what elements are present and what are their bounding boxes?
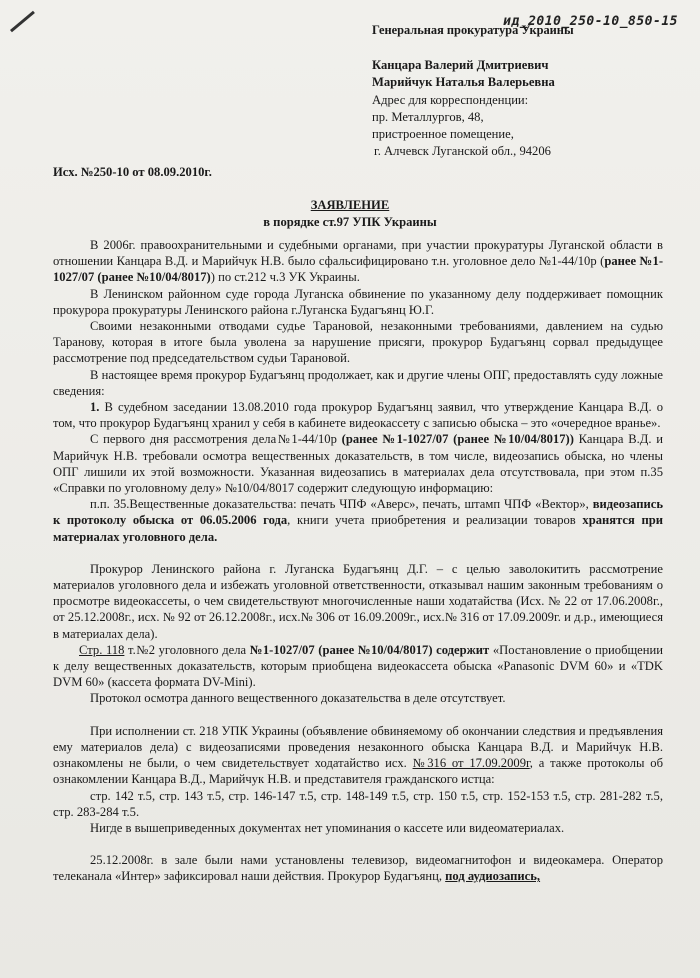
paragraph: В 2006г. правоохранительными и судебными органами, при участии прокуратуры Луганской области в отношении Канцара В.Д. и Марийчук Н.В. было сфальсифицировано т.н. уголовное дело №1-44/10р (ранее №1-1027/07 (ранее №10/04/8017)) по ст.212 ч.3 УК Украины. [53,238,664,285]
paragraph: В Ленинском районном суде города Луганска обвинение по указанному делу поддерживает помощник прокурора прокуратуры Ленинского района г.Луганска Будагъянц Ю.Г. [53,286,663,317]
paragraph: Стр. 118 т.№2 уголовного дела №1-1027/07 (ранее №10/04/8017) содержит «Постановление о приобщении к делу вещественных доказательств, которым приобщена видеокассета обыска «Panasonic DVM 60» и «TDK DVM 60» (кассета формата DV-Mini). [53,642,663,690]
document-body [53,237,663,885]
outgoing-number: Исх. №250-10 от 08.09.2010г. [53,165,212,179]
sender-name-1: Канцара Валерий Дмитриевич [372,58,549,72]
paragraph: Прокурор Ленинского района г. Луганска Будагъянц Д.Г. – с целью заволокитить рассмотрение материалов уголовного дела и избежать уголовной ответственности, отказывал нашим законным требованиям о просмотре видеокассеты, о чем свидетельствуют многочисленные наши ходатайства (Исх. № 22 от 17.06.2008г., от 25.12.2008г., исх. № 92 от 26.12.2008г., исх.№ 306 от 16.09.2009г., исх.№ 316 от 17.09.2009г. и д.р., имеющиеся в материалах дела). [53,561,663,641]
document-title: ЗАЯВЛЕНИЕ [310,198,390,212]
addressee: Генеральная прокуратура Украины [372,23,574,37]
paragraph: 1. В судебном заседании 13.08.2010 года прокурор Будагъянц заявил, что утверждение Канцара В.Д. о том, что прокурор Будагъянц хранил у себя в кабинете видеокассету с записью обыска – это «очередное вранье». [53,400,663,431]
paragraph: стр. 142 т.5, стр. 143 т.5, стр. 146-147 т.5, стр. 148-149 т.5, стр. 150 т.5, стр. 152-153 т.5, стр. 281-282 т.5, стр. 283-284 т.5. [53,788,663,819]
paragraph: С первого дня рассмотрения дела№1-44/10р (ранее №1-1027/07 (ранее №10/04/8017)) Канцара В.Д. и Марийчук Н.В. требовали осмотра вещественных доказательств, в том числе, видеозапись обыска, но члены ОПГ лишили их этой возможности. Указанная видеозапись в материалах дела отсутствовала, при этом п.35 «Справки по уголовному делу» №10/04/8017 содержит следующую информацию: [53,432,664,496]
paragraph: Нигде в вышеприведенных документах нет упоминания о кассете или видеоматериалах. [90,820,565,835]
address-line: Адрес для корреспонденции: [372,93,529,107]
correspondence-address [372,92,551,160]
handwritten-document-id: ид_2010_250-10_850-15 [503,14,678,29]
paragraph: Протокол осмотра данного вещественного доказательства в деле отсутствует. [90,691,506,706]
document-subtitle: в порядке ст.97 УПК Украины [263,215,437,229]
address-line: г. Алчевск Луганской обл., 94206 [374,144,551,158]
address-line: пристроенное помещение, [372,127,514,141]
paragraph: В настоящее время прокурор Будагъянц продолжает, как и другие члены ОПГ, предоставлять суду ложные сведения: [53,367,663,398]
paragraph: 25.12.2008г. в зале были нами установлены телевизор, видеомагнитофон и видеокамера. Оператор телеканала «Интер» зафиксировал наши действия. Прокурор Будагъянц, под аудиозапись, [53,853,663,884]
margin-stroke-mark [10,11,35,33]
sender-name-2: Марийчук Наталья Валерьевна [372,75,555,89]
paragraph: п.п. 35.Вещественные доказательства: печать ЧПФ «Аверс», печать, штамп ЧПФ «Вектор», видеозапись к протоколу обыска от 06.05.2006 года, книги учета приобретения и реализации товаров хранятся при материалах уголовного дела. [53,497,663,544]
address-line: пр. Металлургов, 48, [372,110,484,124]
paragraph: При исполнении ст. 218 УПК Украины (объявление обвиняемому об окончании следствия и предъявления ему материалов дела) с видеозаписями проведения незаконного обыска Канцара В.Д. и Марийчук Н.В. ознакомлены не были, о чем свидетельствует ходатайство исх. №316 от 17.09.2009г, а также протоколы об ознакомлении Канцара В.Д., Марийчук Н.В. и представителя гражданского истца: [53,723,663,787]
paragraph: Своими незаконными отводами судье Тарановой, незаконными требованиями, давлением на судью Таранову, которая в итоге была уволена за нарушение присяги, прокурор Будагъянц сорвал предыдущее рассмотрение под председательством судьи Тарановой. [53,319,663,366]
sender-names [372,57,555,91]
